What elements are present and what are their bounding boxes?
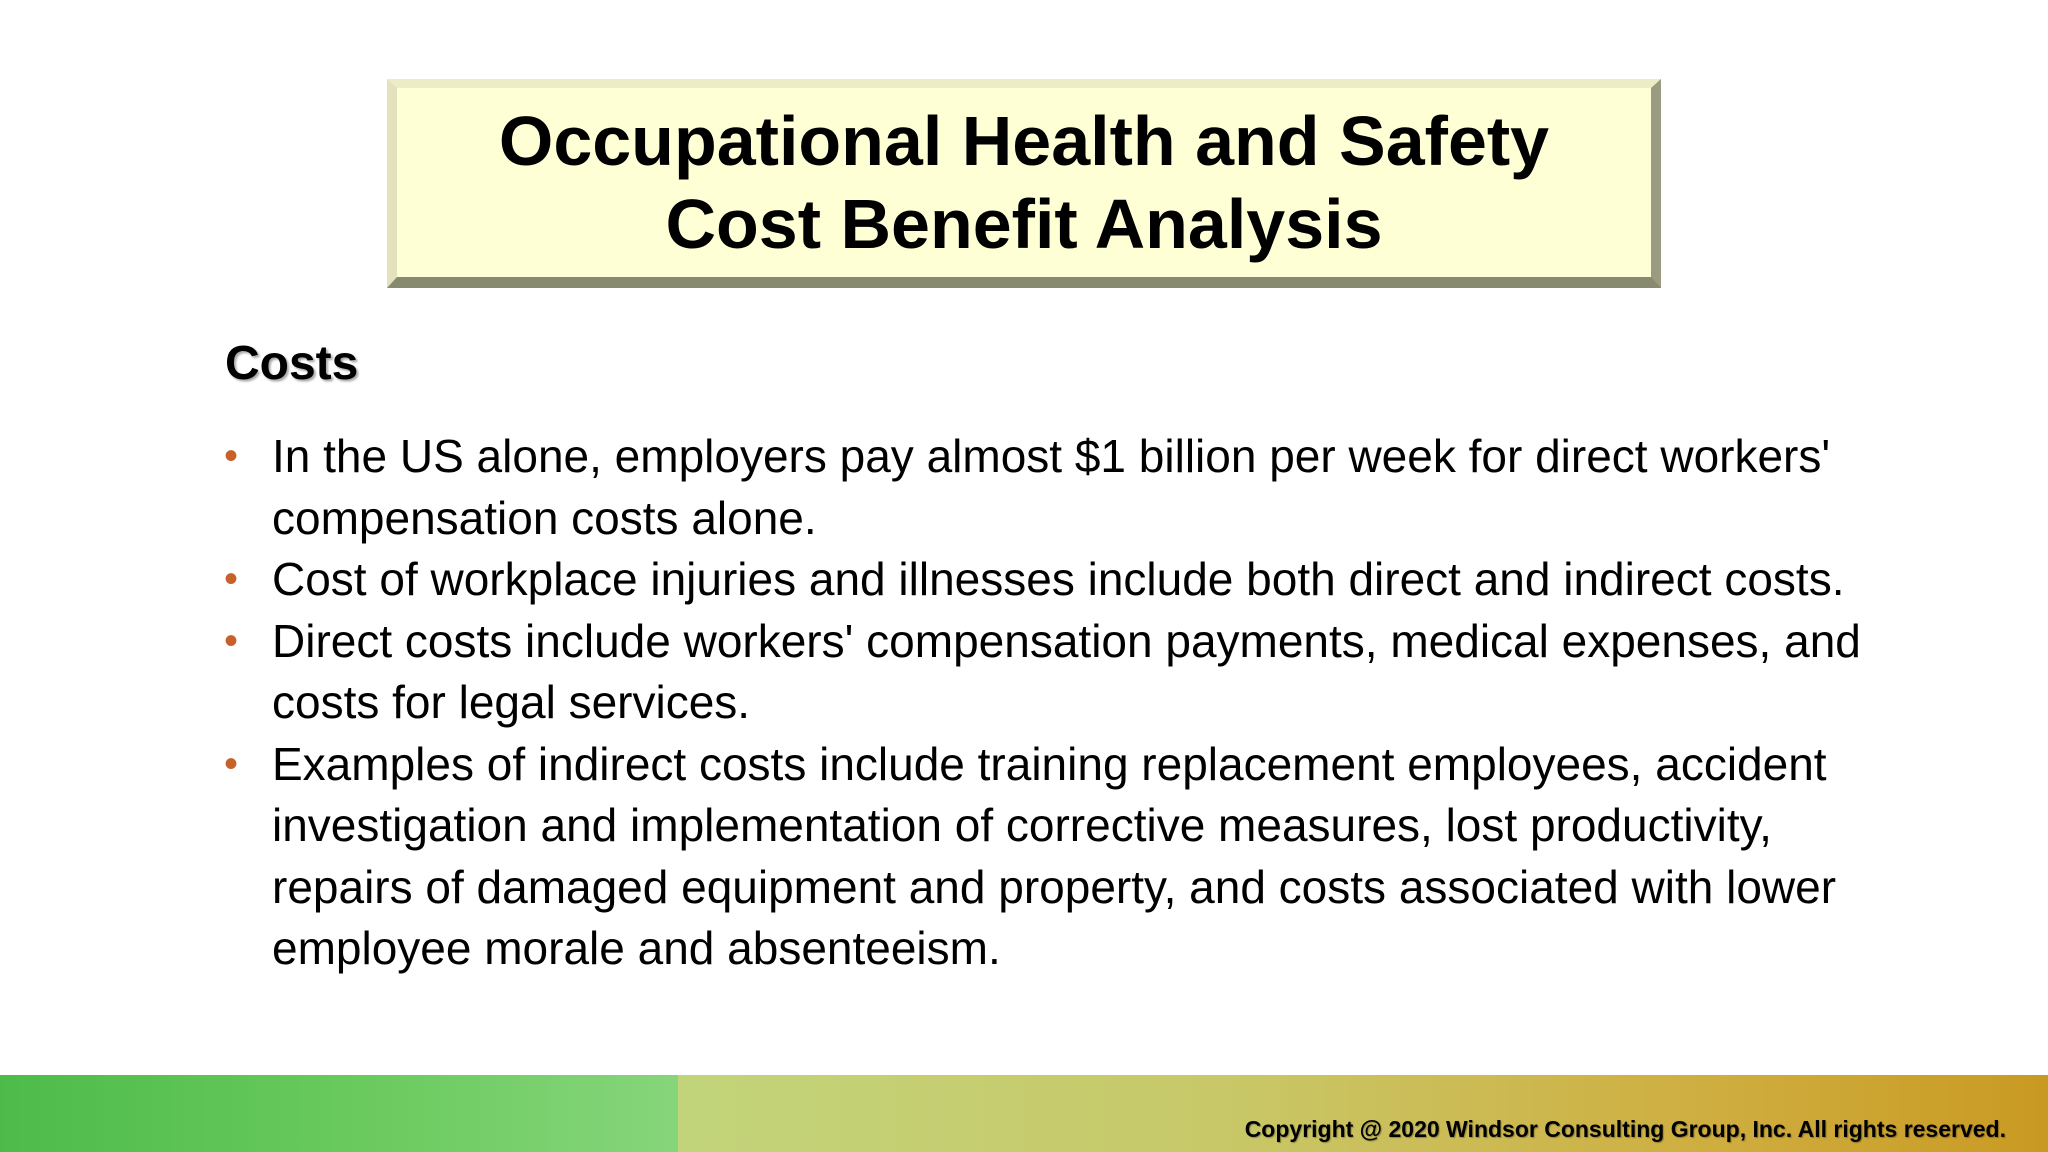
- bullet-list: [222, 426, 1892, 980]
- footer-green-band: [0, 1075, 678, 1152]
- bullet-item: [222, 426, 1892, 549]
- bullet-marker: •: [224, 741, 239, 786]
- bullet-marker: •: [224, 618, 239, 663]
- bullet-text: In the US alone, employers pay almost $1 billion per week for direct workers' compensation costs alone.: [272, 430, 1831, 544]
- title-line-1: Occupational Health and Safety: [498, 101, 1550, 180]
- bullet-item: [222, 549, 1892, 611]
- bullet-item: [222, 734, 1892, 980]
- bullet-text: Examples of indirect costs include training replacement employees, accident investigation and implementation of corrective measures, lost productivity, repairs of damaged equipment and property, and costs associated with lower employee morale and absenteeism.: [272, 737, 1837, 974]
- bullet-marker: •: [224, 557, 239, 601]
- title-line-2: Cost Benefit Analysis: [665, 184, 1383, 263]
- copyright-notice: Copyright @ 2020 Windsor Consulting Group, Inc. All rights reserved.: [1244, 1116, 2006, 1142]
- bullet-text: Direct costs include workers' compensation payments, medical expenses, and costs for legal services.: [272, 614, 1861, 728]
- bullet-item: [222, 611, 1892, 734]
- bullet-text: Cost of workplace injuries and illnesses include both direct and indirect costs.: [272, 553, 1845, 605]
- bullet-marker: •: [224, 434, 239, 478]
- section-heading: Costs: [225, 337, 359, 390]
- title-box: [387, 79, 1661, 288]
